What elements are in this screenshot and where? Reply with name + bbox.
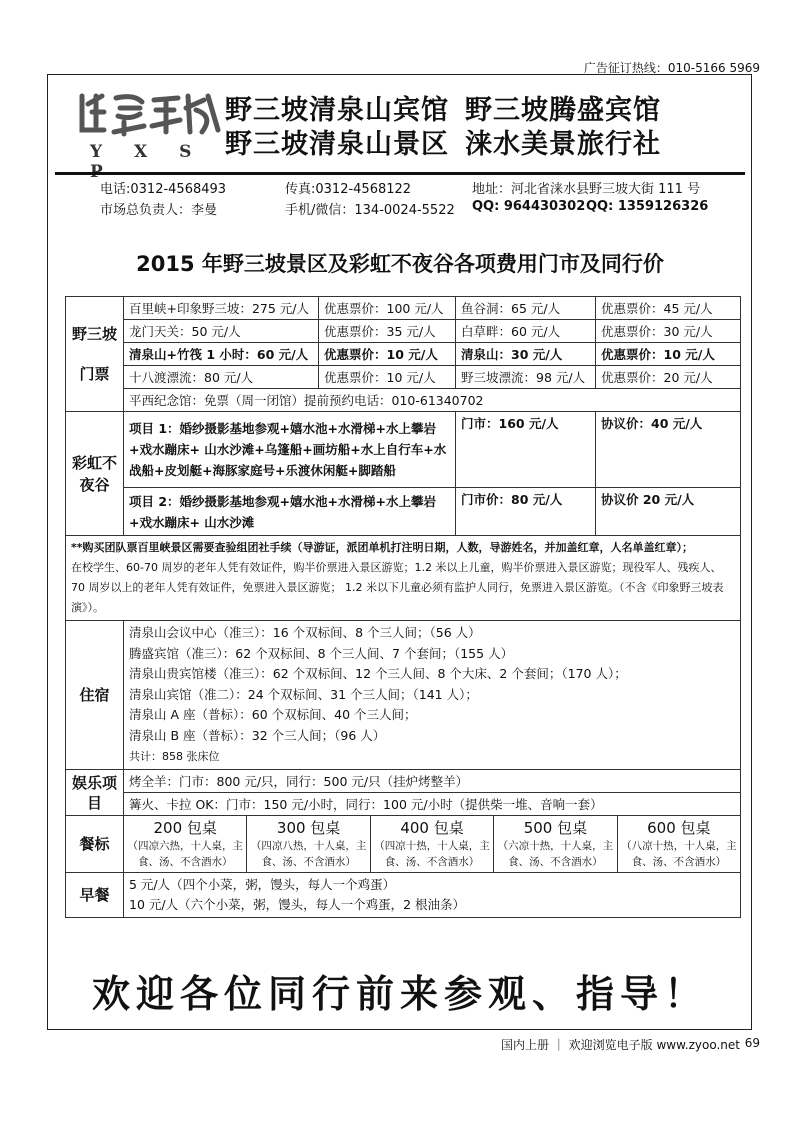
meals-row (66, 816, 741, 873)
ticket-cell: 优惠票价：100 元/人 (319, 297, 456, 320)
ticket-row (66, 297, 741, 320)
breakfast-category: 早餐 (66, 873, 124, 918)
ticket-cell: 优惠票价：10 元/人 (596, 343, 741, 366)
lodging-category: 住宿 (66, 621, 124, 770)
logo-letters: Y X S P (90, 142, 205, 182)
lodging-line: 清泉山贵宾馆楼（准三）：62 个双标间、12 个三人间、8 个大床、2 个套间；（170 人）； (129, 666, 627, 682)
ticket-cell: 优惠票价：10 元/人 (319, 343, 456, 366)
meal-package: 200 包桌 （四凉六热，十人桌，主食、汤、不含酒水） (127, 819, 243, 869)
hotel-title-2: 野三坡腾盛宾馆 (465, 95, 661, 126)
rainbow-row (66, 488, 741, 536)
lodging-total: 共计：858 张床位 (129, 749, 220, 763)
rainbow-project-1: 项目 1：婚纱摄影基地参观+嬉水池+水滑梯+水上攀岩+戏水蹦床+ 山水沙滩+乌篷船+画坊船+水上自行车+水战船+皮划艇+海豚家庭号+乐渡休闲艇+脚踏船 (124, 412, 456, 488)
ticket-cell: 百里峡+印象野三坡：275 元/人 (124, 297, 319, 320)
tickets-category: 野三坡 门票 (66, 297, 124, 412)
ticket-row (66, 320, 741, 343)
contact-phone: 电话:0312-4568493 (100, 182, 227, 197)
notice-row (66, 536, 741, 621)
breakfast-line: 10 元/人（六个小菜，粥，馒头，每人一个鸡蛋，2 根油条） (129, 897, 466, 913)
header-divider (55, 172, 745, 175)
logo (74, 86, 224, 182)
rainbow-project-2-agreed: 协议价 20 元/人 (596, 488, 741, 536)
lodging-cell (124, 621, 741, 770)
ticket-cell: 白草畔：60 元/人 (456, 320, 596, 343)
rainbow-category: 彩虹不夜谷 (66, 412, 124, 536)
meal-package: 400 包桌 （四凉十热，十人桌，主食、汤、不含酒水） (370, 816, 493, 872)
memorial-cell: 平西纪念馆：免票（周一闭馆）提前预约电话：010-61340702 (124, 389, 741, 412)
notice-bold: **购买团队票百里峡景区需要查验组团社手续（导游证，派团单机打注明日期，人数，导游姓名，并加盖红章，人名单盖红章）； (71, 541, 694, 554)
ticket-cell: 野三坡漂流：98 元/人 (456, 366, 596, 389)
contact-manager: 市场总负责人：李曼 (100, 203, 218, 218)
ticket-cell: 优惠票价：45 元/人 (596, 297, 741, 320)
breakfast-cell (124, 873, 741, 918)
meal-package: 300 包桌 （四凉八热，十人桌，主食、汤、不含酒水） (246, 816, 369, 872)
lodging-line: 清泉山会议中心（准三）：16 个双标间、8 个三人间；（56 人） (129, 625, 481, 640)
ticket-cell: 十八渡漂流：80 元/人 (124, 366, 319, 389)
hotel-title-1: 野三坡清泉山宾馆 (225, 95, 449, 126)
ticket-cell: 优惠票价：20 元/人 (596, 366, 741, 389)
entertainment-row (66, 770, 741, 793)
meal-package: 500 包桌 （六凉十热，十人桌，主食、汤、不含酒水） (493, 816, 616, 872)
ticket-cell: 龙门天关：50 元/人 (124, 320, 319, 343)
price-table (65, 296, 741, 918)
meal-package: 600 包桌 （八凉十热，十人桌，主食、汤、不含酒水） (617, 816, 740, 872)
notice-cell (66, 536, 741, 621)
ticket-row (66, 366, 741, 389)
rainbow-project-2-retail: 门市价：80 元/人 (456, 488, 596, 536)
ticket-cell: 清泉山+竹筏 1 小时：60 元/人 (124, 343, 319, 366)
ticket-cell: 优惠票价：10 元/人 (319, 366, 456, 389)
lodging-line: 腾盛宾馆（准三）：62 个双标间、8 个三人间、7 个套间；（155 人） (129, 645, 514, 661)
page-number: 69 (744, 1036, 760, 1050)
rainbow-row (66, 412, 741, 488)
notice-text: 在校学生、60-70 周岁的老年人凭有效证件，购半价票进入景区游览；1.2 米以上儿童，购半价票进入景区游览；现役军人、残疾人、70 周岁以上的老年人凭有效证件，免票进入景区游览； 1.2 米以下儿童必须有监护人同行，免票进入景区游览。（不含《印象野三坡表演》）。 (71, 561, 724, 614)
hotel-title-4: 涞水美景旅行社 (465, 129, 661, 160)
ticket-cell: 优惠票价：35 元/人 (319, 320, 456, 343)
ticket-row (66, 389, 741, 412)
lodging-line: 清泉山宾馆（准二）：24 个双标间、31 个三人间；（141 人）； (129, 686, 478, 702)
meals-category: 餐标 (66, 816, 124, 873)
footer-text: 国内上册 ｜ 欢迎浏览电子版 www.zyoo.net (501, 1038, 740, 1052)
page-title: 2015 年野三坡景区及彩虹不夜谷各项费用门市及同行价 (136, 252, 664, 276)
contact-address: 地址：河北省涞水县野三坡大街 111 号 (472, 182, 701, 197)
ticket-row (66, 343, 741, 366)
contact-qq-2: QQ: 1359126326 (586, 199, 709, 214)
breakfast-line: 5 元/人（四个小菜，粥，馒头，每人一个鸡蛋） (129, 877, 396, 893)
header-titles (225, 94, 705, 162)
ad-hotline: 广告征订热线：010-5166 5969 (583, 61, 760, 75)
meals-cell (124, 816, 741, 873)
entertainment-line: 篝火、卡拉 OK：门市：150 元/小时，同行：100 元/小时（提供柴一堆、音响一套） (124, 793, 741, 816)
rainbow-project-2: 项目 2：婚纱摄影基地参观+嬉水池+水滑梯+水上攀岩+戏水蹦床+ 山水沙滩 (124, 488, 456, 536)
contact-mobile: 手机/微信：134-0024-5522 (285, 203, 455, 218)
ticket-cell: 清泉山：30 元/人 (456, 343, 596, 366)
logo-calligraphy-icon (74, 86, 224, 141)
contact-qq-1: QQ: 964430302 (472, 199, 586, 214)
lodging-line: 清泉山 B 座（普标）：32 个三人间；（96 人） (129, 727, 386, 743)
breakfast-row (66, 873, 741, 918)
header (47, 74, 752, 182)
slogan: 欢迎各位同行前来参观、指导！ (91, 971, 708, 1016)
ticket-cell: 鱼谷洞：65 元/人 (456, 297, 596, 320)
hotel-title-3: 野三坡清泉山景区 (225, 129, 449, 160)
entertainment-row (66, 793, 741, 816)
entertainment-line: 烤全羊：门市：800 元/只，同行：500 元/只（挂炉烤整羊） (124, 770, 741, 793)
entertainment-category: 娱乐项目 (66, 770, 124, 816)
lodging-line: 清泉山 A 座（普标）：60 个双标间、40 个三人间； (129, 707, 417, 723)
rainbow-project-1-agreed: 协议价：40 元/人 (596, 412, 741, 488)
contact-fax: 传真:0312-4568122 (285, 182, 412, 197)
rainbow-project-1-retail: 门市：160 元/人 (456, 412, 596, 488)
lodging-row (66, 621, 741, 770)
ticket-cell: 优惠票价：30 元/人 (596, 320, 741, 343)
